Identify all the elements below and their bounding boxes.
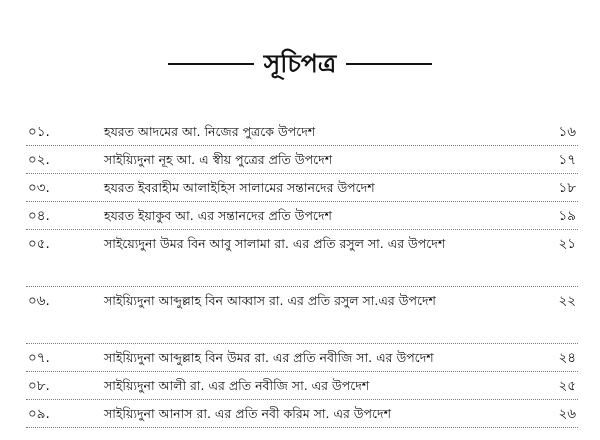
- entry-title: সাইয়্যিদুনা আনাস রা. এর প্রতি নবী করিম সা. এর উপদেশ: [104, 406, 392, 421]
- entry-title: সাইয়্যেদুনা উমর বিন আবু সালামা রা. এর প্রতি রসুল সা. এর উপদেশ: [104, 236, 446, 251]
- toc-entry: [26, 118, 578, 146]
- toc-entry: [26, 372, 578, 400]
- toc-entry: [26, 344, 578, 372]
- toc-entry: [26, 230, 578, 287]
- entry-number: ০৬.: [28, 293, 50, 309]
- toc-entry: [26, 287, 578, 344]
- entry-page-number: ২১: [558, 236, 576, 252]
- entry-page-number: ২৫: [558, 378, 576, 394]
- toc-entry: [26, 174, 578, 202]
- toc-entry: [26, 400, 578, 428]
- entry-title: সাইয়্যিদুনা আলী রা. এর প্রতি নবীজি সা. এর উপদেশ: [104, 378, 370, 393]
- page-title: সূচিপত্র: [263, 49, 337, 78]
- entry-number: ০৭.: [28, 350, 50, 366]
- entry-number: ০৮.: [28, 378, 50, 394]
- entry-title: সাইয়্যিদুনা নূহ আ. এ স্বীয় পুত্রের প্রতি উপদেশ: [104, 152, 333, 167]
- entry-title: হযরত ইয়াকুব আ. এর সন্তানদের প্রতি উপদেশ: [104, 208, 332, 223]
- entry-number: ০৯.: [28, 406, 50, 422]
- title-block: [0, 44, 600, 84]
- entry-page-number: ১৭: [558, 152, 576, 168]
- entry-page-number: ২৬: [558, 406, 576, 422]
- entry-page-number: ২২: [558, 293, 576, 309]
- toc-entry: [26, 202, 578, 230]
- entry-number: ০৩.: [28, 180, 50, 196]
- entry-page-number: ২৪: [558, 350, 576, 366]
- entry-title: হযরত ইবরাহীম আলাইহিস সালামের সন্তানদের উপদেশ: [104, 180, 375, 195]
- entry-page-number: ১৮: [558, 180, 576, 196]
- entry-number: ০১.: [28, 124, 50, 140]
- title-left-rule: [168, 63, 254, 65]
- entry-page-number: ১৯: [558, 208, 576, 224]
- entry-number: ০৪.: [28, 208, 50, 224]
- title-right-rule: [346, 63, 432, 65]
- toc-entry: [26, 146, 578, 174]
- entry-title: সাইয়্যিদুনা আব্দুল্লাহ বিন উমর রা. এর প্রতি নবীজি সা. এর উপদেশ: [104, 350, 434, 365]
- entry-title: সাইয়্যিদুনা আব্দুল্লাহ বিন আব্বাস রা. এর প্রতি রসুল সা.এর উপদেশ: [104, 293, 436, 308]
- entry-number: ০২.: [28, 152, 50, 168]
- entry-number: ০৫.: [28, 236, 50, 252]
- entry-title: হযরত আদমের আ. নিজের পুত্রকে উপদেশ: [104, 124, 316, 139]
- table-of-contents: [26, 118, 578, 428]
- entry-page-number: ১৬: [558, 124, 576, 140]
